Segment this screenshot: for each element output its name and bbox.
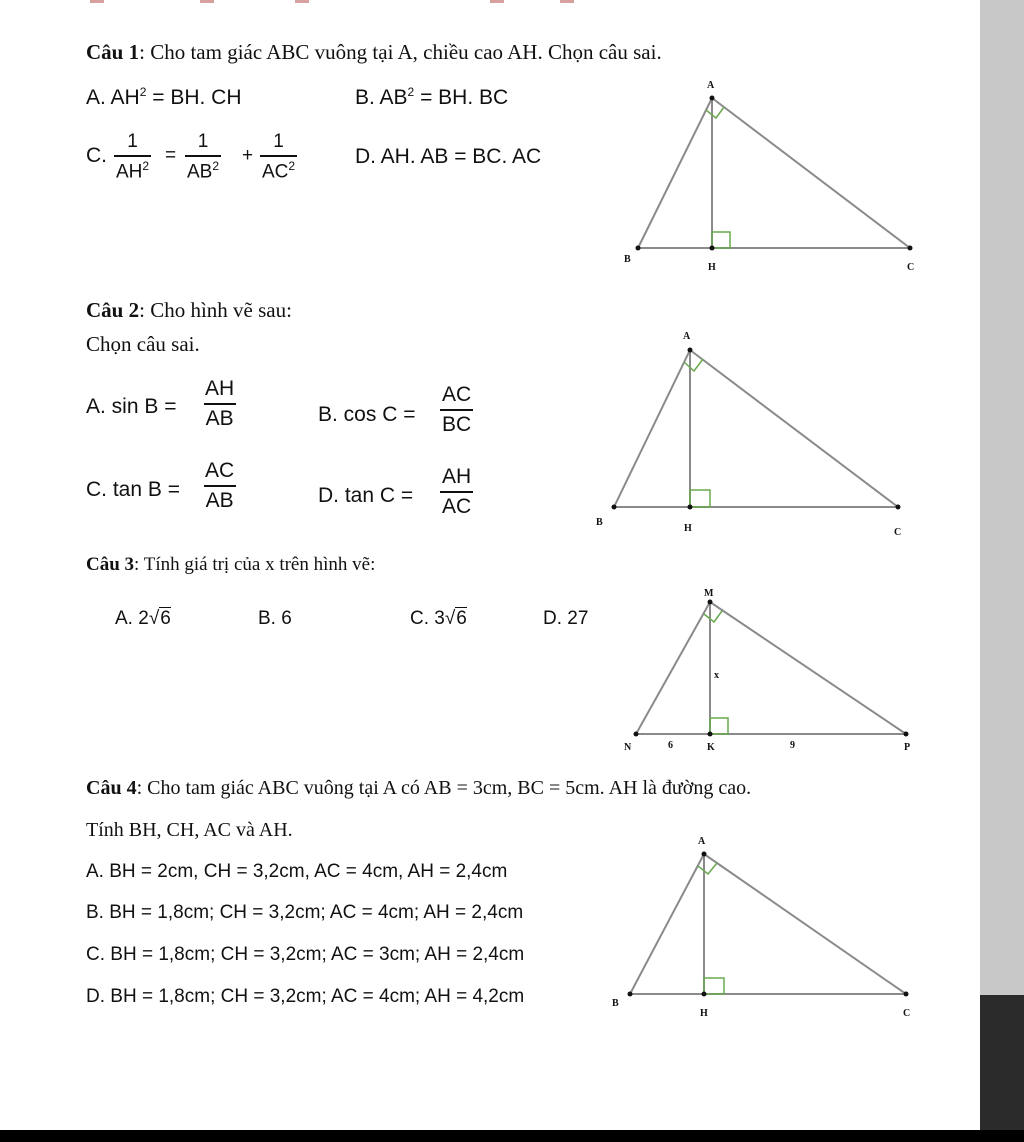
q1-option-c-frac1: $\frac{1}{AH^2}$ bbox=[116, 131, 150, 183]
q2-label-h: H bbox=[684, 523, 692, 534]
q4-label-c: C bbox=[903, 1008, 911, 1019]
q4-option-d[interactable]: D. BH = 1,8cm; CH = 3,2cm; AC = 4cm; AH = 4,2cm bbox=[86, 986, 525, 1007]
q2-option-a[interactable]: A. sin B = bbox=[86, 395, 177, 418]
q4-label-b: B bbox=[612, 998, 619, 1009]
q1-label-a: A bbox=[707, 80, 715, 91]
q2-subtitle: Chọn câu sai. bbox=[86, 332, 200, 356]
q2-label-c: C bbox=[894, 527, 902, 538]
q2-option-a-frac: $\frac{AH}{AB}$ bbox=[205, 377, 235, 430]
q3-right-angle-m bbox=[704, 611, 722, 622]
q4-option-c[interactable]: C. BH = 1,8cm; CH = 3,2cm; AC = 3cm; AH = 2,4cm bbox=[86, 944, 525, 965]
q2-title: Câu 2: Cho hình vẽ sau: bbox=[86, 298, 292, 322]
q4-option-a[interactable]: A. BH = 2cm, CH = 3,2cm, AC = 4cm, AH = 2,4cm bbox=[86, 861, 508, 882]
q1-label-h: H bbox=[708, 262, 716, 273]
q4-label-a: A bbox=[698, 836, 706, 847]
q3-label-n: N bbox=[624, 742, 632, 753]
q1-label-c: C bbox=[907, 262, 915, 273]
scrollbar-track[interactable] bbox=[980, 0, 1024, 995]
q2-option-c-frac: $\frac{AC}{AB}$ bbox=[205, 459, 235, 512]
q2-option-d[interactable]: D. tan C = bbox=[318, 484, 414, 507]
q1-title: Câu 1: Cho tam giác ABC vuông tại A, chiều cao AH. Chọn câu sai. bbox=[86, 40, 662, 64]
scrollbar-lower-area bbox=[980, 995, 1024, 1142]
q4-right-angle-h bbox=[704, 978, 724, 994]
q1-side-ab bbox=[638, 98, 712, 248]
q2-right-angle-h bbox=[690, 490, 710, 507]
q3-triangle-figure bbox=[610, 580, 920, 760]
q1-right-angle-a bbox=[706, 107, 724, 118]
q2-option-d-frac: $\frac{AH}{AC}$ bbox=[442, 465, 472, 518]
q1-option-c-frac2: $\frac{1}{AB^2}$ bbox=[187, 131, 220, 183]
q4-option-b[interactable]: B. BH = 1,8cm; CH = 3,2cm; AC = 4cm; AH = 2,4cm bbox=[86, 902, 524, 923]
q1-option-c-eq: = bbox=[165, 145, 177, 166]
q3-right-angle-k bbox=[710, 718, 728, 734]
q3-label-nk-length: 6 bbox=[668, 740, 673, 751]
q1-option-c-letter[interactable]: C. bbox=[86, 144, 107, 167]
q4-label-h: H bbox=[700, 1008, 708, 1019]
q1-option-c-frac3: $\frac{1}{AC^2}$ bbox=[262, 131, 296, 183]
q1-option-a[interactable]: A. $AH^2$ = BH. CH bbox=[86, 85, 242, 109]
q1-triangle-figure bbox=[600, 70, 930, 280]
q2-option-b[interactable]: B. cos C = bbox=[318, 403, 416, 426]
q3-label-k: K bbox=[707, 742, 715, 753]
q2-right-angle-a bbox=[684, 359, 703, 371]
q4-triangle-figure bbox=[600, 830, 930, 1025]
q1-option-c-plus: + bbox=[242, 145, 254, 166]
q3-label-p: P bbox=[904, 742, 911, 753]
q1-option-b[interactable]: B. $AB^2$ = BH. BC bbox=[355, 85, 509, 109]
q3-label-m: M bbox=[704, 588, 714, 599]
q3-option-c[interactable]: C. 3√6 bbox=[410, 608, 467, 629]
q3-title: Câu 3: Tính giá trị của x trên hình vẽ: bbox=[86, 554, 376, 575]
q2-option-b-frac: $\frac{AC}{BC}$ bbox=[442, 383, 472, 436]
q1-option-d[interactable]: D. AH. AB = BC. AC bbox=[355, 145, 542, 168]
q2-triangle-figure bbox=[580, 325, 920, 545]
q4-title: Câu 4: Cho tam giác ABC vuông tại A có AB = 3cm, BC = 5cm. AH là đường cao. bbox=[86, 777, 752, 799]
q3-option-b[interactable]: B. 6 bbox=[258, 608, 292, 629]
q2-option-c[interactable]: C. tan B = bbox=[86, 478, 180, 501]
q3-label-x: x bbox=[714, 670, 719, 681]
q4-right-angle-a bbox=[698, 863, 717, 874]
q1-side-ac bbox=[712, 98, 910, 248]
top-edge-marks bbox=[80, 0, 580, 3]
q1-right-angle-h bbox=[712, 232, 730, 248]
q3-option-d[interactable]: D. 27 bbox=[543, 608, 589, 629]
q1-label-b: B bbox=[624, 254, 631, 265]
bottom-edge-bar bbox=[0, 1130, 1024, 1142]
q4-subtitle: Tính BH, CH, AC và AH. bbox=[86, 819, 293, 841]
q3-option-a[interactable]: A. 2√6 bbox=[115, 608, 171, 629]
q3-label-kp-length: 9 bbox=[790, 740, 795, 751]
q2-label-a: A bbox=[683, 331, 691, 342]
q2-label-b: B bbox=[596, 517, 603, 528]
